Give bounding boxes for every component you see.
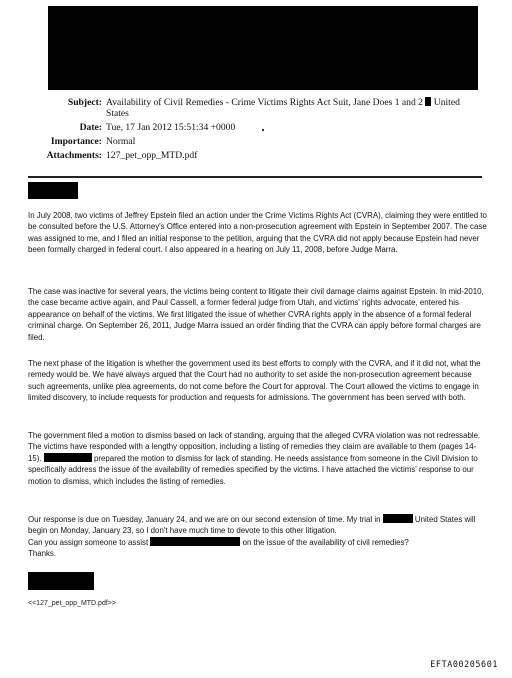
subject-label: Subject:: [67, 97, 102, 108]
subject-value-tail: United: [433, 97, 460, 108]
date-label: Date:: [79, 122, 102, 133]
body-paragraph-4: [28, 430, 488, 487]
attachments-field: [46, 150, 198, 161]
attachments-value[interactable]: 127_pet_opp_MTD.pdf: [106, 150, 198, 161]
redaction-subject: [425, 97, 431, 106]
header-divider: [28, 176, 482, 178]
redaction-p5-a: [383, 514, 413, 523]
body-paragraph-1: In July 2008, two victims of Jeffrey Epstein filed an action under the Crime Victims Rights Act (CVRA), claiming they were entitled to be consulted before the U.S. Attorney's Office entered into a non-prosecution agreement with Epstein in September 2007. The case was assigned to me, and I filed an initial response to the petition, arguing that the CVRA did not apply because Epstein had never been formally charged in federal court. I also appeared in a hearing on July 11, 2008, before Judge Marra.: [28, 211, 487, 255]
importance-label: Importance:: [50, 136, 102, 147]
redaction-top: [48, 6, 478, 90]
date-value: Tue, 17 Jan 2012 15:51:34 +0000: [106, 122, 236, 133]
stray-mark: [262, 129, 264, 131]
date-field: [79, 122, 236, 133]
subject-field-line2: [106, 108, 129, 119]
p4-text-b: prepared the motion to dismiss for lack of standing. He needs assistance from someone in the Civil Division to specifically address the issue of the availability of remedies specified by the victims. I have attached the victims' response to our motion to dismiss, which includes the listing of remedies.: [28, 453, 478, 486]
redaction-p4: [44, 453, 92, 462]
body-paragraph-5: [28, 514, 488, 560]
subject-value: Availability of Civil Remedies - Crime Victims Rights Act Suit, Jane Does 1 and 2: [106, 97, 423, 108]
p4-text-a: The government filed a motion to dismiss based on lack of standing, arguing that the alleged CVRA violation was not redressable. The victims have responded with a lengthy opposition, including a listing of remedies they claim are available to them (pages 14-15).: [28, 431, 481, 463]
redaction-signature: [28, 572, 94, 590]
redaction-salutation: [28, 182, 78, 199]
p5-text-c: Can you assign someone to assist: [28, 537, 149, 547]
subject-value-line2: States: [106, 108, 129, 119]
bates-number: EFTA00205601: [430, 659, 498, 669]
attachment-reference[interactable]: <<127_pet_opp_MTD.pdf>>: [28, 600, 116, 607]
attachments-label: Attachments:: [46, 150, 102, 161]
p5-thanks: Thanks.: [28, 549, 57, 559]
redaction-p5-b: [150, 537, 240, 546]
p5-text-b: United States will begin on Monday, January 23, so I don't have much time to devote to this other litigation.: [28, 515, 476, 536]
p5-text-a: Our response is due on Tuesday, January 24, and we are on our second extension of time. My trial in: [28, 515, 381, 524]
p5-text-d: on the issue of the availability of civil remedies?: [242, 537, 409, 547]
importance-value: Normal: [106, 136, 136, 147]
body-paragraph-2: The case was inactive for several years, the victims being content to litigate their civil damage claims against Epstein. In mid-2010, the case became active again, and Paul Cassell, a former federal judge from Utah, and victims' rights advocate, entered his appearance on behalf of the victims. We first litigated the issue of whether CVRA rights apply in the absence of a formal federal criminal charge. On September 26, 2011, Judge Marra issued an order finding that the CVRA can apply before formal charges are filed.: [28, 287, 484, 342]
importance-field: [50, 136, 136, 147]
subject-field: [67, 97, 460, 108]
body-paragraph-3: The next phase of the litigation is whether the government used its best efforts to comply with the CVRA, and if it did not, what the remedy would be. We have always argued that the Court had no authority to set aside the non-prosecution agreement because such agreements, unlike plea agreements, do not come before the Court for approval. The Court allowed the victims to engage in limited discovery, to include requests for production and requests for admissions. The government has been served with both.: [28, 359, 481, 403]
